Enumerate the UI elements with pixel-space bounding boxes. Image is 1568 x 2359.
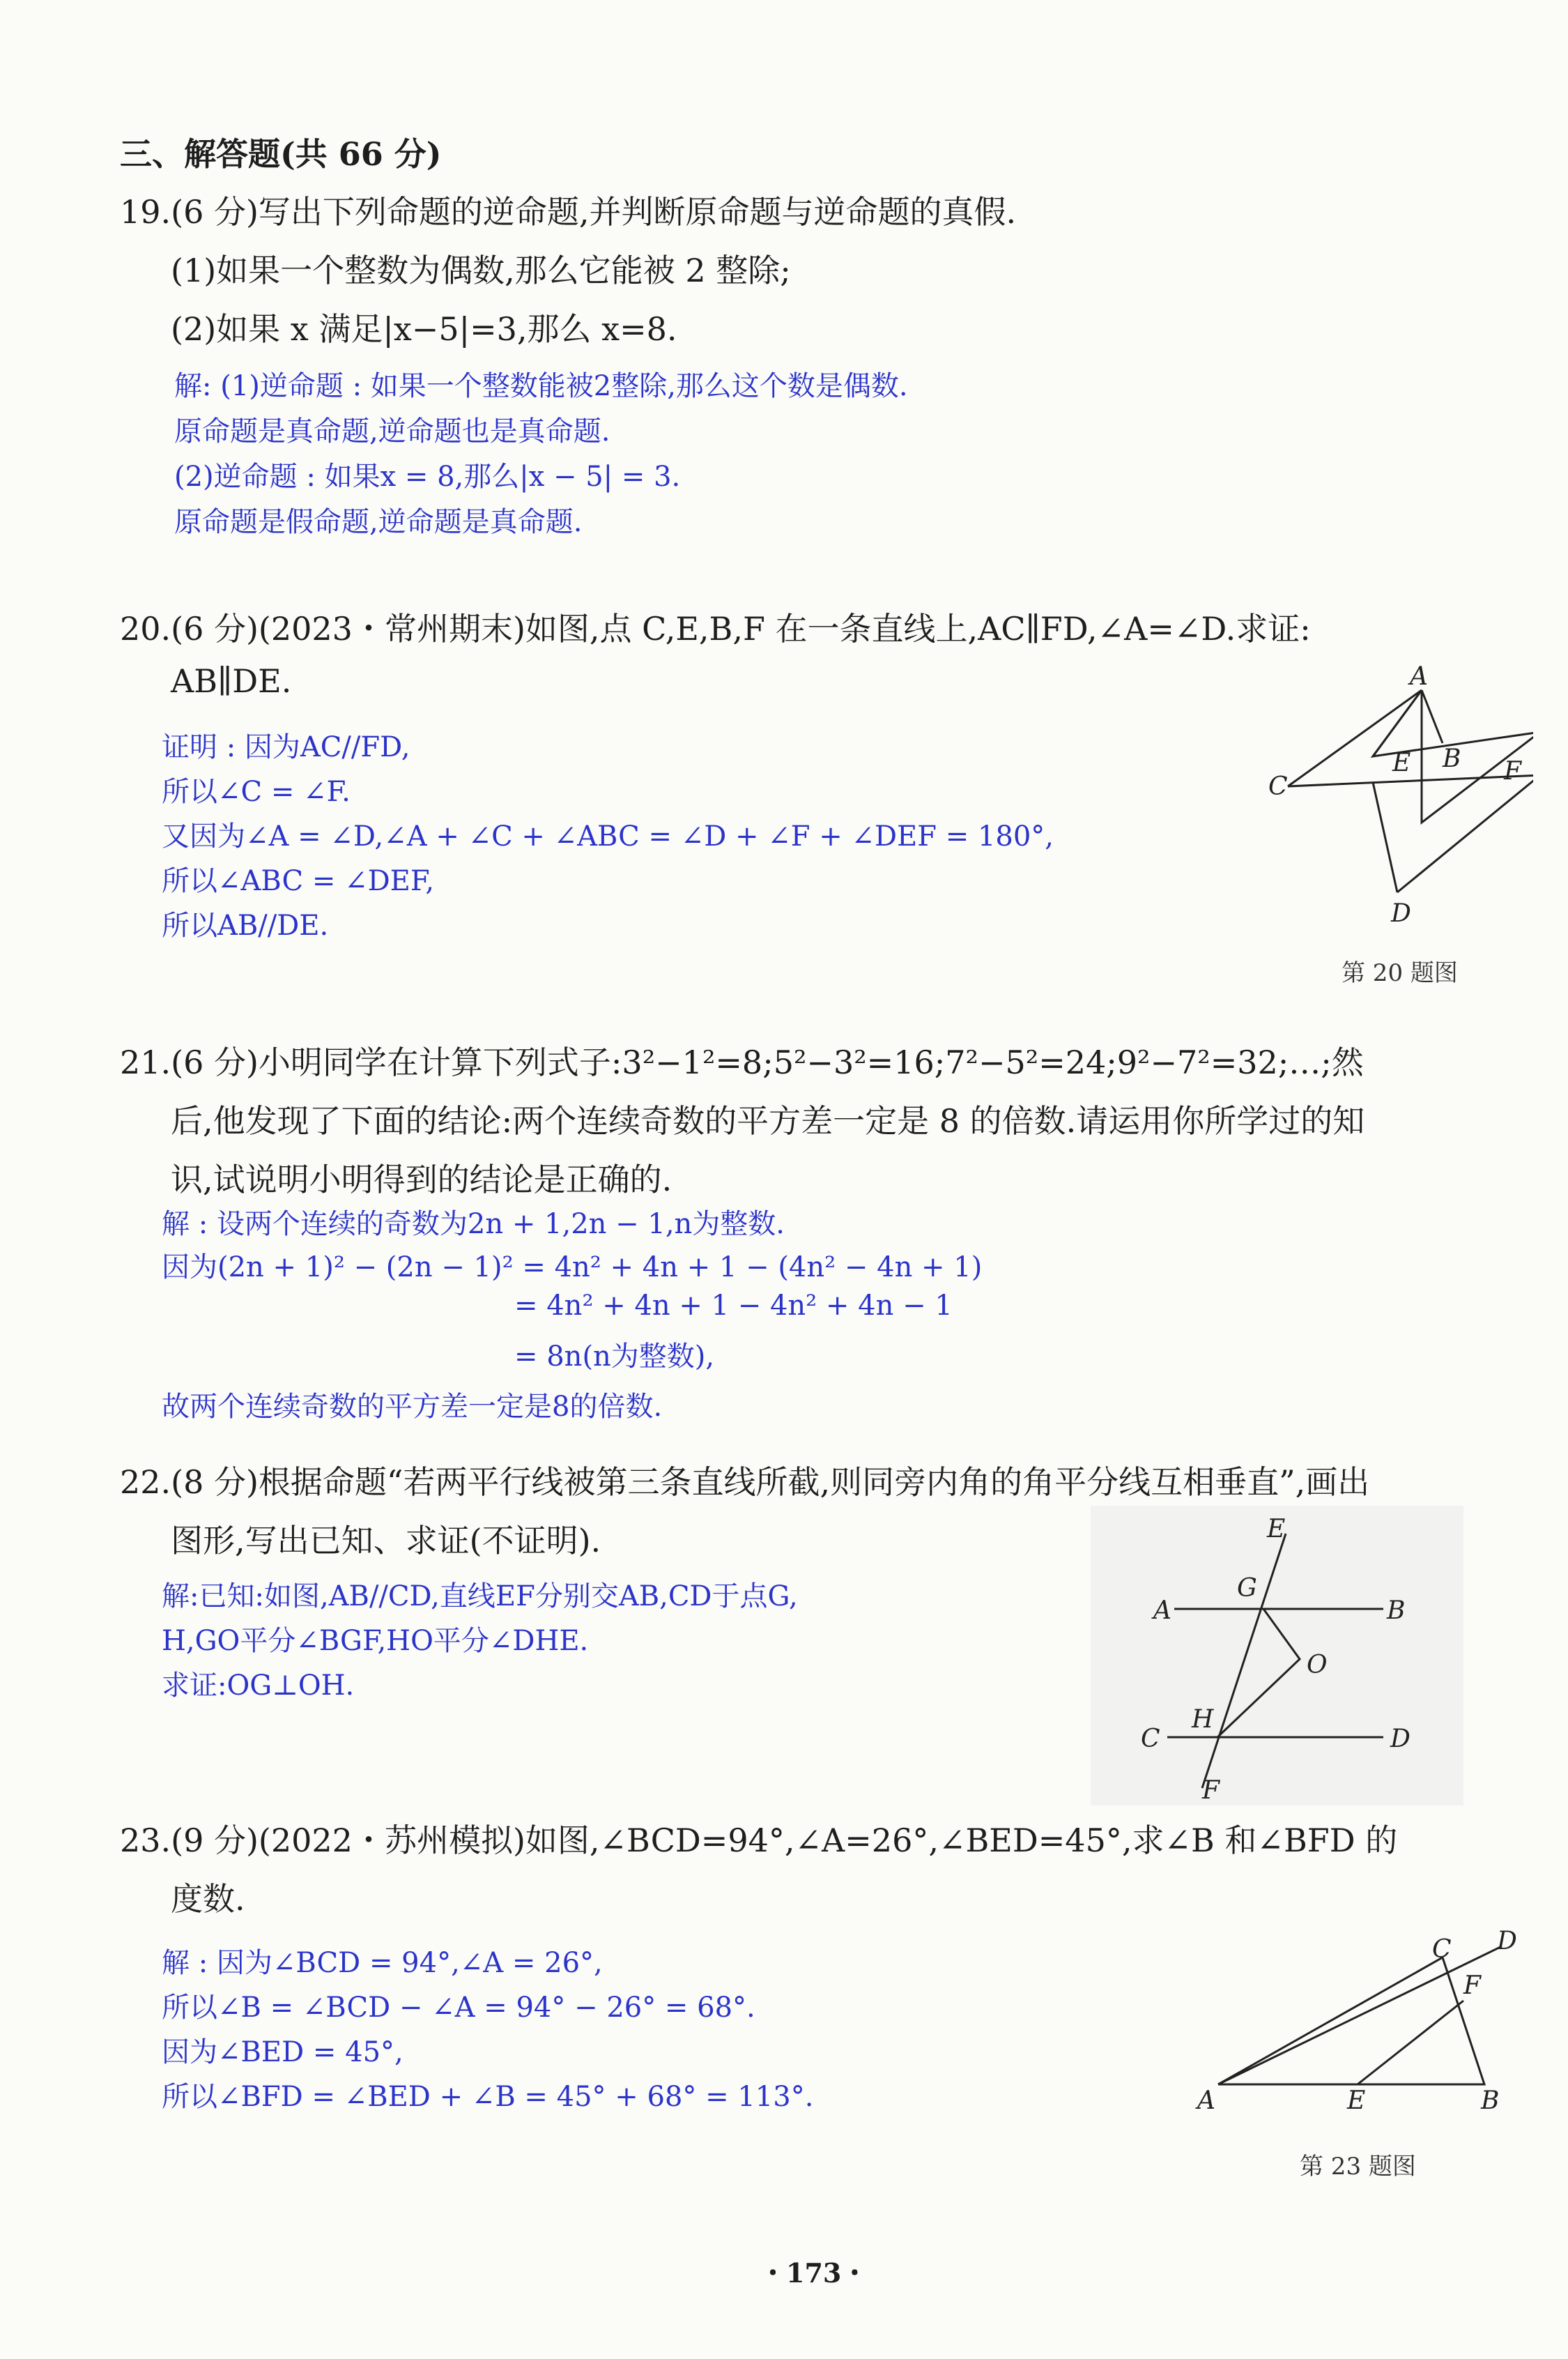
q23-label-D: D: [1497, 1927, 1517, 1955]
q20-stem-cont: AB∥DE.: [171, 662, 292, 700]
q20-label-A: A: [1410, 662, 1428, 691]
q20-answer-line: 所以∠C = ∠F.: [162, 776, 351, 808]
q22-label-E: E: [1267, 1515, 1286, 1543]
q21-answer-line: 因为(2n + 1)² − (2n − 1)² = 4n² + 4n + 1 − (4n² − 4n + 1): [162, 1251, 983, 1283]
q19-answer-line: (2)逆命题 : 如果x = 8,那么|x − 5| = 3.: [174, 461, 681, 493]
q19-answer-line: 原命题是真命题,逆命题也是真命题.: [174, 415, 610, 448]
q20-figure: [1268, 662, 1533, 927]
q23-answer-line: 因为∠BED = 45°,: [162, 2036, 403, 2068]
q22-label-G: G: [1237, 1574, 1257, 1603]
q20-answer-line: 所以∠ABC = ∠DEF,: [162, 865, 435, 897]
q22-answer-line: 解:已知:如图,AB//CD,直线EF分别交AB,CD于点G,: [162, 1580, 798, 1612]
q21-stem-cont: 后,他发现了下面的结论:两个连续奇数的平方差一定是 8 的倍数.请运用你所学过的知: [171, 1102, 1365, 1140]
q20-answer-line: 又因为∠A = ∠D,∠A + ∠C + ∠ABC = ∠D + ∠F + ∠DEF = 180°,: [162, 820, 1054, 853]
q23-answer-line: 所以∠BFD = ∠BED + ∠B = 45° + 68° = 113°.: [162, 2081, 814, 2113]
q22-figure: [1091, 1506, 1463, 1805]
q23-label-F: F: [1463, 1971, 1481, 2000]
q22-label-H: H: [1192, 1705, 1214, 1734]
q22-label-A: A: [1153, 1596, 1171, 1625]
q19-answer-line: 原命题是假命题,逆命题是真命题.: [174, 506, 583, 538]
q20-answer-line: 证明 : 因为AC//FD,: [162, 731, 410, 763]
q22-stem: 22.(8 分)根据命题“若两平行线被第三条直线所截,则同旁内角的角平分线互相垂直”,画出: [120, 1463, 1370, 1501]
q21-answer-line: = 8n(n为整数),: [514, 1341, 715, 1373]
q21-stem: 21.(6 分)小明同学在计算下列式子:3²−1²=8;5²−3²=16;7²−5²=24;9²−7²=32;…;然: [120, 1044, 1364, 1081]
q19-answer-line: 解: (1)逆命题 : 如果一个整数能被2整除,那么这个数是偶数.: [174, 370, 908, 402]
q23-label-E: E: [1347, 2086, 1366, 2115]
q23-label-A: A: [1197, 2086, 1215, 2115]
q20-label-E: E: [1392, 749, 1411, 777]
q19-sub1: (1)如果一个整数为偶数,那么它能被 2 整除;: [171, 252, 791, 289]
q19-sub2: (2)如果 x 满足|x−5|=3,那么 x=8.: [171, 310, 677, 348]
q21-answer-line: 解 : 设两个连续的奇数为2n + 1,2n − 1,n为整数.: [162, 1208, 785, 1240]
page-number: ・173・: [760, 2257, 868, 2289]
q23-answer-line: 解 : 因为∠BCD = 94°,∠A = 26°,: [162, 1947, 603, 1979]
q22-label-F: F: [1202, 1776, 1220, 1805]
q20-label-C: C: [1268, 772, 1288, 801]
q23-caption: 第 23 题图: [1300, 2153, 1416, 2181]
q22-label-O: O: [1307, 1651, 1328, 1679]
q20-label-B: B: [1443, 745, 1461, 773]
q22-label-C: C: [1141, 1725, 1160, 1753]
q21-stem-cont: 识,试说明小明得到的结论是正确的.: [171, 1161, 672, 1198]
q23-stem: 23.(9 分)(2022・苏州模拟)如图,∠BCD=94°,∠A=26°,∠BED=45°,求∠B 和∠BFD 的: [120, 1822, 1398, 1859]
q23-stem-cont: 度数.: [171, 1880, 245, 1918]
q20-stem: 20.(6 分)(2023・常州期末)如图,点 C,E,B,F 在一条直线上,AC∥FD,∠A=∠D.求证:: [120, 610, 1311, 648]
q21-answer-line: 故两个连续奇数的平方差一定是8的倍数.: [162, 1391, 663, 1423]
section-title: 三、解答题(共 66 分): [120, 135, 442, 173]
q23-figure: [1185, 1924, 1533, 2119]
q20-label-F: F: [1504, 757, 1521, 786]
q21-answer-line: = 4n² + 4n + 1 − 4n² + 4n − 1: [514, 1290, 953, 1322]
q22-stem-cont: 图形,写出已知、求证(不证明).: [171, 1522, 601, 1559]
q22-answer-line: 求证:OG⊥OH.: [162, 1670, 355, 1702]
q19-stem: 19.(6 分)写出下列命题的逆命题,并判断原命题与逆命题的真假.: [120, 193, 1017, 231]
q20-label-D: D: [1391, 899, 1411, 927]
q22-label-D: D: [1390, 1725, 1411, 1753]
q23-answer-line: 所以∠B = ∠BCD − ∠A = 94° − 26° = 68°.: [162, 1992, 755, 2024]
q23-label-B: B: [1481, 2086, 1500, 2115]
q22-answer-line: H,GO平分∠BGF,HO平分∠DHE.: [162, 1625, 589, 1657]
q22-label-B: B: [1387, 1596, 1406, 1625]
q23-label-C: C: [1432, 1935, 1452, 1964]
q20-answer-line: 所以AB//DE.: [162, 910, 329, 942]
q20-caption: 第 20 题图: [1342, 959, 1458, 987]
